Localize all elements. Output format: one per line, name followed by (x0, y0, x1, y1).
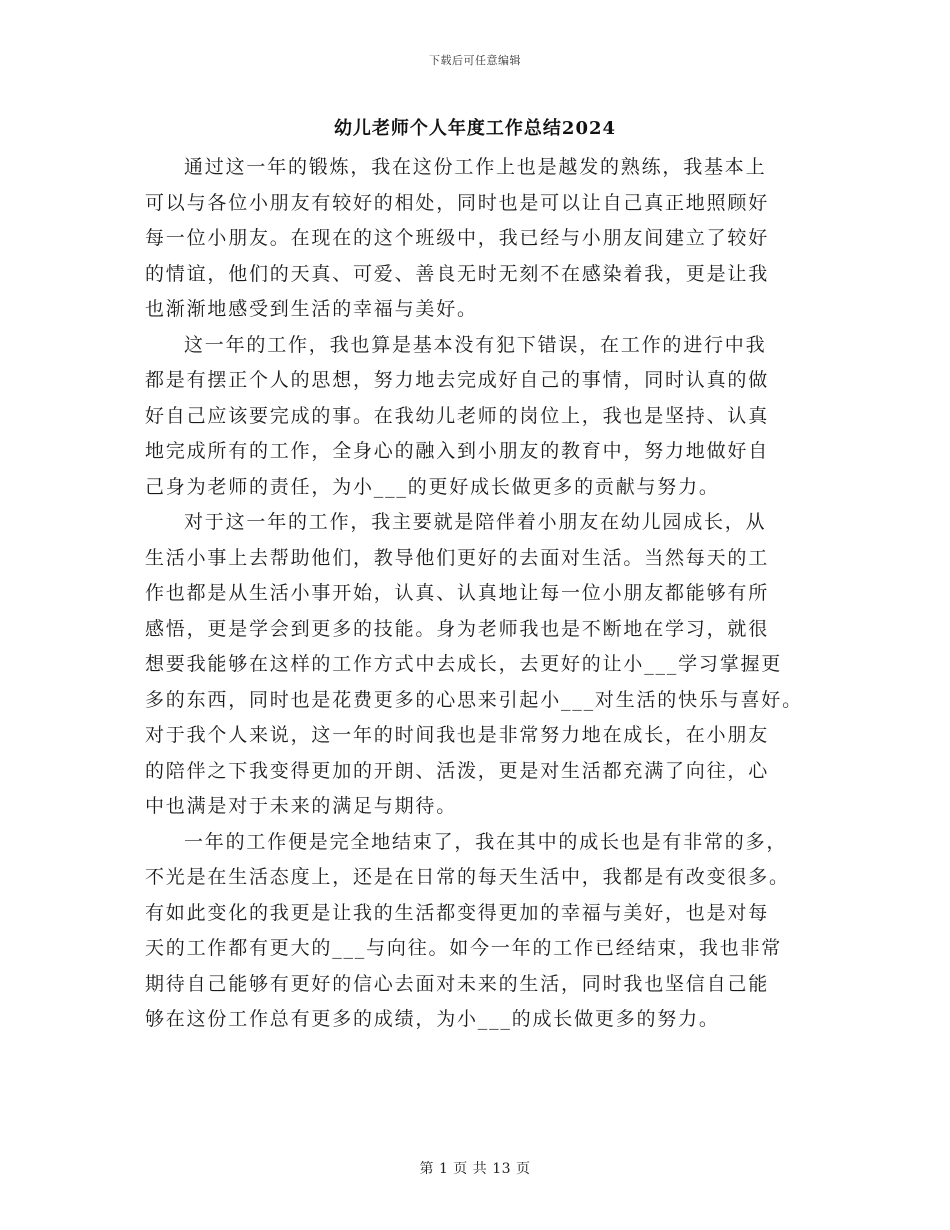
body-text-line: 对于我个人来说，这一年的时间我也是非常努力地在成长，在小朋友 (145, 724, 770, 746)
body-text-line: 可以与各位小朋友有较好的相处，同时也是可以让自己真正地照顾好 (145, 191, 770, 214)
body-text-line: 多的东西，同时也是花费更多的心思来引起小___对生活的快乐与喜好。 (145, 688, 803, 711)
body-text-line: 都是有摆正个人的思想，努力地去完成好自己的事情，同时认真的做 (145, 369, 770, 391)
document-title: 幼儿老师个人年度工作总结2024 (333, 118, 617, 139)
body-text-line: 感悟，更是学会到更多的技能。身为老师我也是不断地在学习，就很 (145, 617, 770, 640)
body-text-line: 的情谊，他们的天真、可爱、善良无时无刻不在感染着我，更是让我 (145, 262, 770, 285)
page-header-note: 下载后可任意编辑 (429, 54, 521, 67)
body-text-line: 够在这份工作总有更多的成绩，为小___的成长做更多的努力。 (145, 1008, 720, 1030)
body-text-line: 也渐渐地感受到生活的幸福与美好。 (145, 298, 478, 320)
body-text-line: 一年的工作便是完全地结束了，我在其中的成长也是有非常的多， (184, 830, 788, 853)
document-body (145, 150, 825, 1038)
body-text-line: 的陪伴之下我变得更加的开朗、活泼，更是对生活都充满了向往，心 (145, 759, 770, 782)
page-number-footer: 第 1 页 共 13 页 (419, 1161, 531, 1177)
body-text-line: 有如此变化的我更是让我的生活都变得更加的幸福与美好，也是对每 (145, 901, 770, 924)
body-text-line: 想要我能够在这样的工作方式中去成长，去更好的让小___学习掌握更 (145, 653, 783, 675)
body-text-line: 生活小事上去帮助他们，教导他们更好的去面对生活。当然每天的工 (145, 546, 770, 569)
body-text-line: 每一位小朋友。在现在的这个班级中，我已经与小朋友间建立了较好 (145, 227, 770, 249)
body-text-line: 不光是在生活态度上，还是在日常的每天生活中，我都是有改变很多。 (145, 866, 790, 888)
body-text-line: 地完成所有的工作，全身心的融入到小朋友的教育中，努力地做好自 (145, 440, 770, 462)
body-text-line: 期待自己能够有更好的信心去面对未来的生活，同时我也坚信自己能 (145, 972, 770, 995)
body-text-line: 这一年的工作，我也算是基本没有犯下错误，在工作的进行中我 (184, 333, 767, 356)
body-text-line: 对于这一年的工作，我主要就是陪伴着小朋友在幼儿园成长，从 (184, 511, 767, 533)
body-text-line: 己身为老师的责任，为小___的更好成长做更多的贡献与努力。 (145, 475, 720, 498)
body-text-line: 天的工作都有更大的___与向往。如今一年的工作已经结束，我也非常 (145, 937, 783, 959)
body-text-line: 中也满是对于未来的满足与期待。 (145, 795, 458, 817)
body-text-line: 好自己应该要完成的事。在我幼儿老师的岗位上，我也是坚持、认真 (145, 404, 770, 427)
body-text-line: 作也都是从生活小事开始，认真、认真地让每一位小朋友都能够有所 (145, 582, 770, 604)
body-text-line: 通过这一年的锻炼，我在这份工作上也是越发的熟练，我基本上 (184, 156, 767, 178)
